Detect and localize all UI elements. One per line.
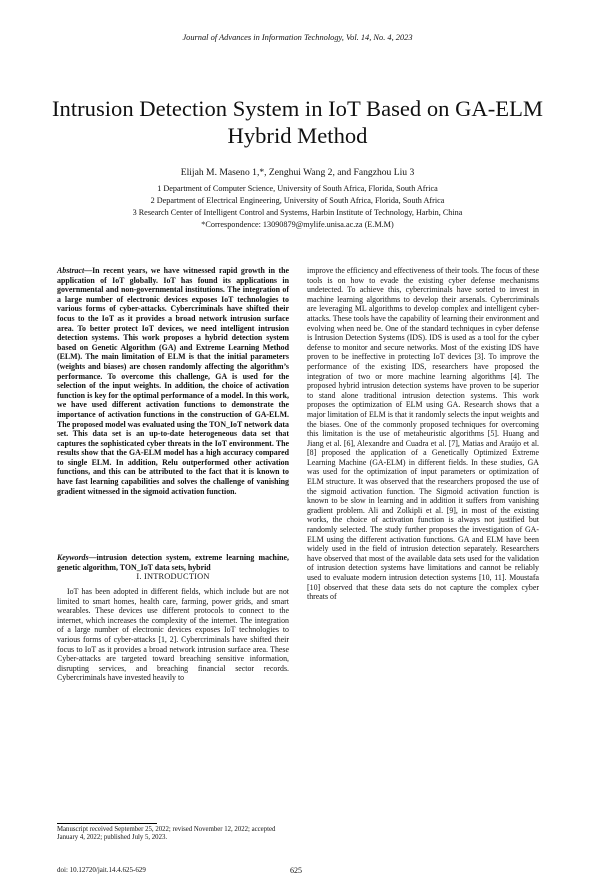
abstract-text: —In recent years, we have witnessed rapid growth in the application of IoT globally. IoT has found its applications in governmental and non-governmental institutions. The integration of a large number of electronic devices exposes IoT technologies to various forms of cyber-attacks. Cybercriminals have shifted their focus to the IoT as it provides a broad network intrusion surface area. To better protect IoT devices, we need intelligent intrusion detection systems. This work proposes a hybrid detection system based on Genetic Algorithm (GA) and Extreme Learning Method (ELM). The main limitation of ELM is that the initial parameters (weights and biases) are chosen randomly affecting the algorithm’s performance. To overcome this challenge, GA is used for the selection of the input weights. In addition, the choice of activation function is key for the optimal performance of a model. In this work, we have used different activation functions to demonstrate the importance of activation functions in the construction of GA-ELM. The proposed model was evaluated using the TON_IoT network data set. This data set is an up-to-date heterogeneous data set that captures the sophisticated cyber threats in the IoT environment. The results show that the GA-ELM model has a high accuracy compared to single ELM. In addition, Relu outperformed other activation functions, and this can be attributed to the fact that it is known to have fast learning capabilities and solves the challenge of vanishing gradient witnessed in the sigmoid activation function. (57, 266, 290, 496)
footnote-divider (57, 823, 157, 824)
paper-title: Intrusion Detection System in IoT Based on GA-ELM Hybrid Method (52, 96, 543, 148)
affiliations (0, 183, 595, 231)
keywords-lead: Keywords (57, 553, 89, 562)
abstract (57, 266, 289, 496)
doi: doi: 10.12720/jait.14.4.625-629 (57, 866, 146, 874)
correspondence: *Correspondence: 13090879@mylife.unisa.ac.za (E.M.M) (201, 220, 394, 229)
section-heading-introduction: I. INTRODUCTION (136, 572, 210, 581)
keywords (57, 553, 289, 572)
page-number: 625 (290, 866, 302, 875)
abstract-lead: Abstract (57, 266, 85, 275)
journal-header: Journal of Advances in Information Technology, Vol. 14, No. 4, 2023 (182, 33, 413, 42)
introduction-paragraph: IoT has been adopted in different fields, which include but are not limited to smart homes, health care, farming, power grids, and smart wearables. These devices use different protocols to connect to the internet, which increases the complexity of the internet. The integration of a large number of electronic devices exposes IoT technologies to various forms of cyber-attacks [1, 2]. Cybercriminals have shifted their focus to IoT as it provides a broad network intrusion surface area. These Cyber-attacks are targeted toward breaching sensitive information, disrupting services, and breaching financial sector records. Cybercriminals have invested heavily to (57, 587, 289, 683)
affiliation-2: 2 Department of Electrical Engineering, University of South Africa, Florida, South Africa (150, 196, 445, 205)
affiliation-1: 1 Department of Computer Science, University of South Africa, Florida, South Africa (157, 184, 438, 193)
keywords-text: —intrusion detection system, extreme learning machine, genetic algorithm, TON_IoT data sets, hybrid (57, 553, 289, 572)
footnote: Manuscript received September 25, 2022; revised November 12, 2022; accepted January 4, 2022; published July 5, 2023. (57, 826, 276, 842)
author-list: Elijah M. Maseno 1,*, Zenghui Wang 2, and Fangzhou Liu 3 (180, 167, 415, 178)
affiliation-3: 3 Research Center of Intelligent Control and Systems, Harbin Institute of Technology, Harbin, China (132, 208, 463, 217)
right-column-text: improve the efficiency and effectiveness of their tools. The focus of these tools is on how to evade the existing cyber defense mechanisms undetected. To achieve this, cybercriminals have sorted to invest in machine learning algorithms to develop their arsenals. Cybercriminals are leveraging ML algorithms to develop complex and intelligent cyber-attacks. These tools have the capability of learning their environment and evolving when need be. One of the standard techniques in cyber defense is Intrusion Detection Systems (IDS). IDS is used as a tool for the cyber defense to monitor and secure networks. Most of the existing IDS have proven to be ineffective in protecting IoT devices [3]. To improve the performance of the existing IDS, researchers have proposed the integration of two or more machine learning algorithms [4]. The proposed hybrid intrusion detection systems have proven to be superior to stand alone traditional intrusion detection systems. This work proposes the optimization of ELM using GA. Research shows that a major limitation of ELM is that it randomly selects the input weights and the biases. One of the commonly proposed techniques for overcoming this limitation is the use of metaheuristic algorithms [5]. Huang and Jiang et al. [6], Alexandre and Cuadra et al. [7], Matias and Araújo et al. [8] proposed the application of a Genetically Optimized Extreme Learning Machine (GA-ELM) in different fields. In these studies, GA was used for the optimization of input parameters or optimization of ELM structure. It was observed that the researchers proposed the use of the sigmoid activation function. The Sigmoid activation function is known to be slow in learning and in addition it suffers from vanishing gradient problem. Ali and Zolkipli et al. [9], in most of the existing works, the choice of activation function is always not justified but randomly selected. The study further proposes the investigation of GA-ELM using the different activation functions. GA and ELM have been widely used in the field of intrusion detection separately. Researchers have observed that most of the available data sets used for the validation of intrusion detection systems have limitations and cannot be reliably used to evaluate modern intrusion detection systems [10, 11]. Moustafa [10] observed that these data sets do not capture the complex cyber threats of (307, 266, 539, 602)
